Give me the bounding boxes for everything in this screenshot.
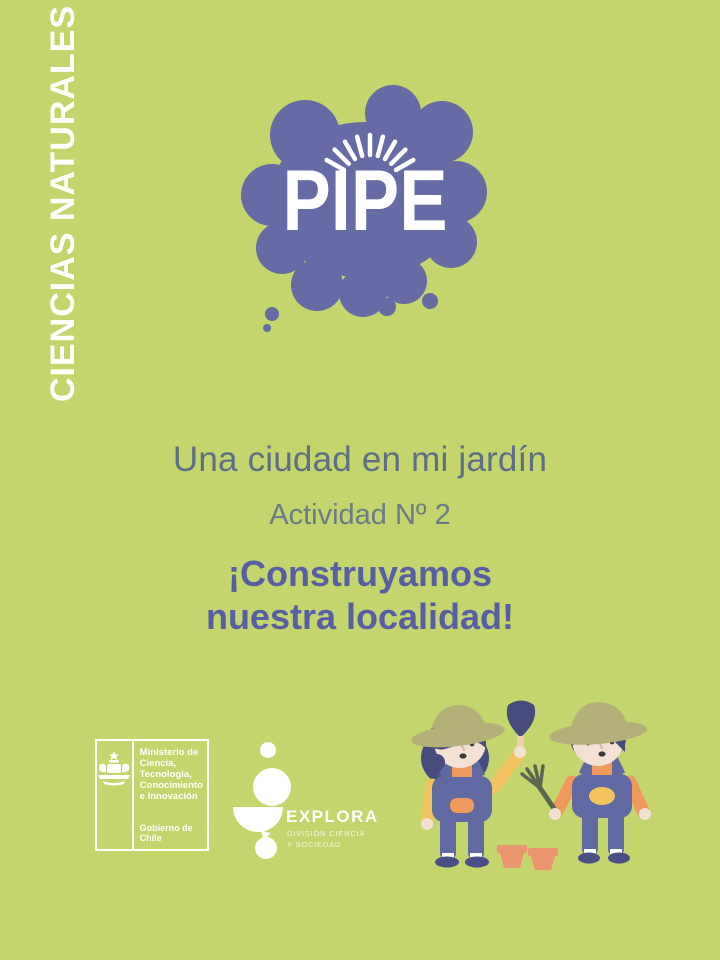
- flower-pots: [497, 845, 558, 870]
- explora-logo: [228, 737, 398, 862]
- hat-left: [410, 705, 506, 752]
- garden-fork-icon: [522, 766, 555, 810]
- headline-line2: nuestra localidad!: [205, 596, 515, 637]
- kid-right: [522, 702, 651, 864]
- pipe-logo: [220, 80, 510, 340]
- course-title: Una ciudad en mi jardín: [172, 440, 548, 479]
- ministry-logo: [95, 739, 209, 851]
- explora-name: EXPLORA: [286, 807, 379, 826]
- chile-coat-of-arms-icon: [97, 741, 134, 849]
- headline: [0, 552, 720, 638]
- government-label: Gobierno de Chile: [139, 823, 193, 843]
- pipe-logo-text: PIPE: [282, 153, 448, 249]
- explora-division-line1: DIVISIÓN CIENCIA: [287, 829, 366, 838]
- explora-logo-icon: [233, 742, 291, 859]
- explora-division-line2: Y SOCIEDAD: [287, 840, 342, 849]
- subject-vertical-label: CIENCIAS NATURALES: [44, 4, 82, 402]
- children-gardening-illustration: [400, 690, 685, 885]
- kid-left: [410, 701, 535, 868]
- trowel-icon: [507, 701, 535, 753]
- ministry-name: Ministerio de Ciencia, Tecnología, Conocimiento e Innovación: [139, 747, 203, 802]
- activity-number: Actividad Nº 2: [269, 499, 451, 531]
- thought-cloud-shape: [220, 80, 510, 340]
- hat-right: [548, 702, 648, 748]
- headline-line1: ¡Construyamos: [227, 553, 493, 594]
